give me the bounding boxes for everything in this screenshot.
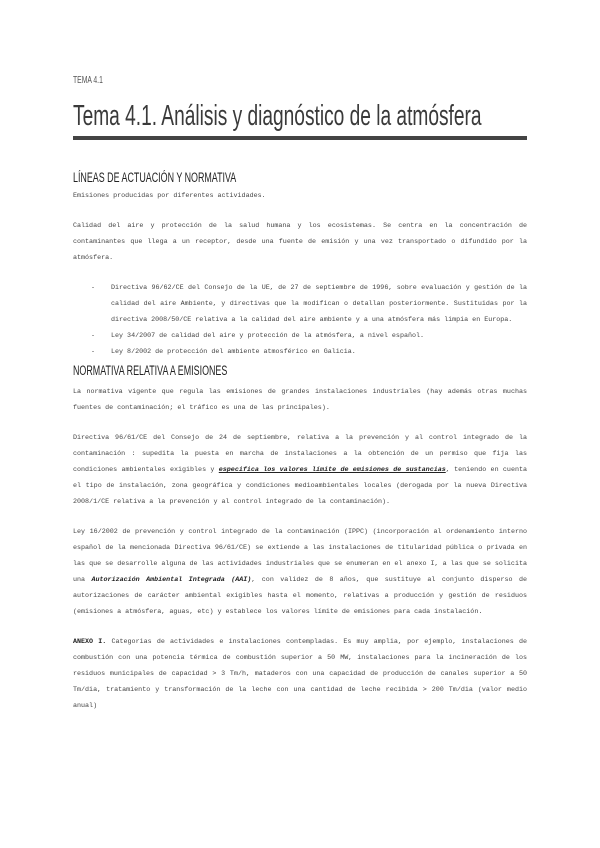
section-lineas-body [73,188,527,360]
list-item: - Directiva 96/62/CE del Consejo de la UE, de 27 de septiembre de 1996, sobre evaluación y gestión de la calidad del aire Ambiente, y directivas que la modifican o detallan posteriormente. Sustituidas por la directiva 2008/50/CE relativa a la calidad del aire ambiente y a una atmósfera más limpia en Europa. [73,280,527,328]
normativa-list [73,280,527,360]
page-title: Tema 4.1. Análisis y diagnóstico de la atmósfera [73,100,482,132]
paragraph: La normativa vigente que regula las emisiones de grandes instalaciones industriales (hay además otras muchas fuentes de contaminación; el tráfico es una de las principales). [73,388,527,412]
section-heading-lineas: LÍNEAS DE ACTUACIÓN Y NORMATIVA [73,170,237,185]
title-divider [73,136,527,140]
anexo-label: ANEXO I. [73,638,107,646]
section-heading-emisiones: NORMATIVA RELATIVA A EMISIONES [73,363,228,378]
list-item: - Ley 34/2007 de calidad del aire y protección de la atmósfera, a nivel español. [73,328,527,344]
paragraph: Calidad del aire y protección de la salud humana y los ecosistemas. Se centra en la concentración de contaminantes que llega a un receptor, desde una fuente de emisión y una vez transportado o difundido por la atmósfera. [73,222,527,262]
paragraph: Emisiones producidas por diferentes actividades. [73,192,266,200]
section-emisiones-body [73,384,527,728]
list-item: - Ley 8/2002 de protección del ambiente atmosférico en Galicia. [73,344,527,360]
emphasis: Autorización Ambiental Integrada (AAI) [91,576,252,584]
paragraph-directiva: Directiva 96/61/CE del Consejo de 24 de septiembre, relativa a la prevención y al control integrado de la contaminación : supedita la puesta en marcha de instalaciones a la obtención de un permiso que fija las condiciones ambientales exigibles y especifica los valores límite de emisiones de sustancias, teniendo en cuenta el tipo de instalación, zona geográfica y condiciones medioambientales locales (derogada por la nueva Directiva 2008/1/CE relativa a la prevención y al control integrado de la contaminación). [73,434,527,506]
paragraph-ley: Ley 16/2002 de prevención y control integrado de la contaminación (IPPC) (incorporación al ordenamiento interno español de la mencionada Directiva 96/61/CE) se extiende a las instalaciones de titularidad pública o privada en las que se desarrolle alguna de las actividades industriales que se enumeran en el anexo I, a las que se solicita una Autorización Ambiental Integrada (AAI), con validez de 8 años, que sustituye al conjunto disperso de autorizaciones de carácter ambiental exigibles hasta el momento, relativas a producción y gestión de residuos (emisiones a atmósfera, aguas, etc) y establece los valores límite de emisiones para cada instalación. [73,528,527,616]
paragraph-anexo: ANEXO I. Categorias de actividades e instalaciones contempladas. Es muy amplia, por ejemplo, instalaciones de combustión con una potencia térmica de combustión superior a 50 MW, instalaciones para la incineración de los residuos municipales de capacidad > 3 Tm/h, mataderos con una capacidad de producción de canales superior a 50 Tm/dia, tratamiento y transformación de la leche con una cantidad de leche recibida > 200 Tm/dia (valor medio anual) [73,638,527,710]
emphasis: especifica los valores límite de emisiones de sustancias [218,466,446,474]
chapter-kicker: TEMA 4.1 [73,75,103,86]
